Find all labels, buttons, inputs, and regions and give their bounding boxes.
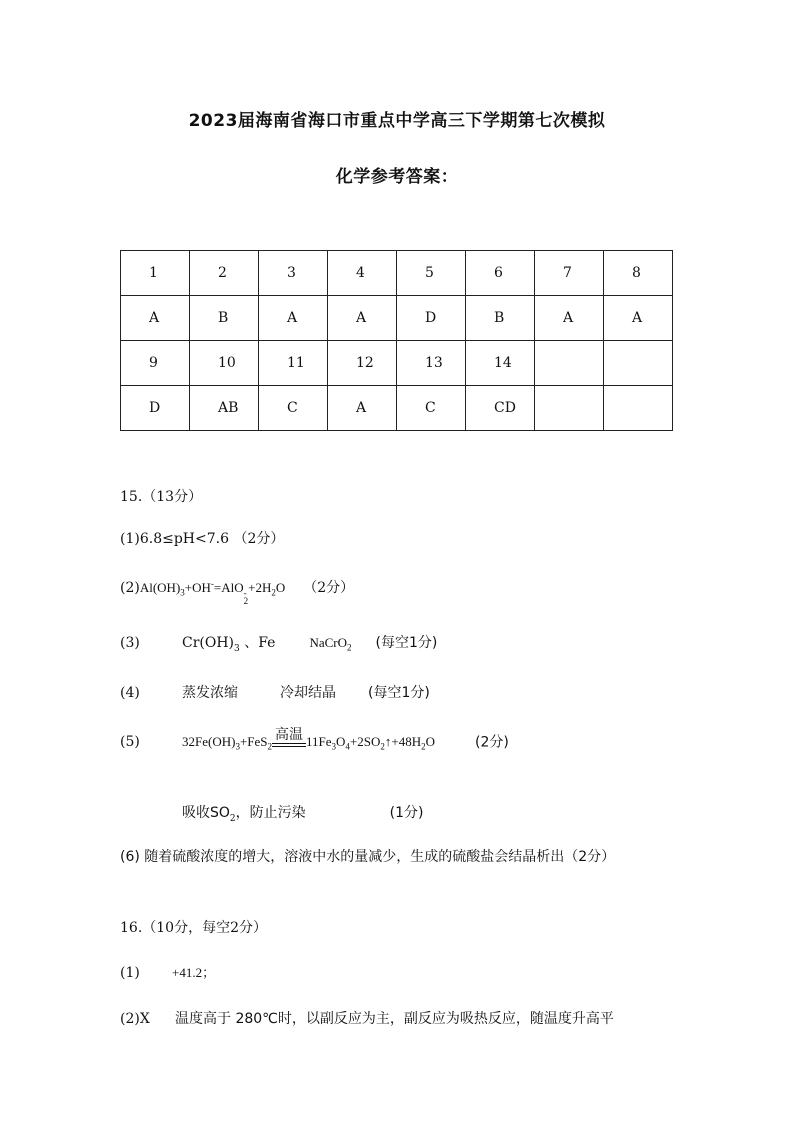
- table-cell: 11: [259, 341, 328, 386]
- q15-part5-equation: $32Fe(OH)_3+FeS_2$ 高温 $11Fe_3O_4+2SO_2↑+48H_2O$: [182, 727, 435, 752]
- table-cell: A: [328, 386, 397, 431]
- q15-part2-equation: $Al(OH)_3+OH^-=AlO$ - 2 $+2H_2O$: [139, 578, 286, 606]
- q16-part1: [120, 962, 215, 981]
- table-cell: C: [259, 386, 328, 431]
- q15-part5-note: 吸收$SO_2$，防止污染 (1分): [182, 805, 424, 824]
- q15-part2-score: （2分）: [303, 580, 355, 596]
- table-cell: 9: [121, 341, 190, 386]
- q15-part5-label: (5): [120, 734, 140, 751]
- table-cell: A: [259, 296, 328, 341]
- table-cell: AB: [190, 386, 259, 431]
- q15-part6: (6) 随着硫酸浓度的增大，溶液中水的量减少，生成的硫酸盐会结晶析出（2分）: [120, 849, 616, 865]
- q15-header: 15.（13分）: [120, 489, 203, 505]
- table-row: [121, 386, 673, 431]
- table-cell: 4: [328, 251, 397, 296]
- table-cell: 1: [121, 251, 190, 296]
- table-cell: B: [190, 296, 259, 341]
- table-cell: D: [121, 386, 190, 431]
- q16-part2-text: 温度高于 280℃时，以副反应为主，副反应为吸热反应，随温度升高平: [175, 1011, 614, 1027]
- q15-part4: (4) 蒸发浓缩 冷却结晶 (每空1分): [120, 685, 430, 701]
- table-cell: 3: [259, 251, 328, 296]
- table-cell: [604, 386, 673, 431]
- table-cell: [535, 386, 604, 431]
- q16-part1-label: (1): [120, 965, 140, 981]
- table-cell: 10: [190, 341, 259, 386]
- q15-part5-note-score: (1分): [389, 805, 424, 821]
- q15-part5: [120, 728, 509, 752]
- document-title: 2023届海南省海口市重点中学高三下学期第七次模拟: [188, 111, 606, 131]
- q15-part4-score: (每空1分): [368, 685, 430, 701]
- table-row: [121, 341, 673, 386]
- table-cell: A: [121, 296, 190, 341]
- table-cell: 2: [190, 251, 259, 296]
- table-cell: A: [328, 296, 397, 341]
- table-cell: 14: [466, 341, 535, 386]
- table-cell: B: [466, 296, 535, 341]
- table-row: [121, 296, 673, 341]
- q15-part3-score: (每空1分): [375, 635, 438, 651]
- q16-part2: [120, 1008, 614, 1028]
- q15-part5-score: (2分): [475, 734, 509, 751]
- table-cell: 8: [604, 251, 673, 296]
- q15-part2: [120, 577, 354, 605]
- table-cell: A: [535, 296, 604, 341]
- table-cell: 5: [397, 251, 466, 296]
- table-cell: D: [397, 296, 466, 341]
- answer-table: [120, 250, 673, 431]
- table-cell: CD: [466, 386, 535, 431]
- document-subtitle: 化学参考答案：: [335, 167, 459, 187]
- q15-part4-label: (4): [120, 685, 140, 701]
- q15-part2-label: (2): [120, 580, 140, 596]
- q15-part3-label: (3): [120, 635, 140, 651]
- table-cell: A: [604, 296, 673, 341]
- table-cell: 7: [535, 251, 604, 296]
- table-cell: [535, 341, 604, 386]
- table-cell: 6: [466, 251, 535, 296]
- q16-part2-label: (2)X: [120, 1011, 150, 1027]
- q15-part1: (1)6.8≤pH<7.6 （2分）: [120, 531, 285, 547]
- table-cell: C: [397, 386, 466, 431]
- equals-sign: [272, 743, 306, 747]
- reaction-condition: 高温: [272, 728, 306, 752]
- table-cell: 12: [328, 341, 397, 386]
- table-cell: [604, 341, 673, 386]
- table-row: [121, 251, 673, 296]
- q16-header: 16.（10分，每空2分）: [120, 920, 267, 936]
- q16-part1-value: +41.2；: [172, 965, 216, 980]
- table-cell: 13: [397, 341, 466, 386]
- q15-part3: (3) $Cr(OH)_3$ 、Fe NaCrO$_2$ (每空1分): [120, 635, 438, 654]
